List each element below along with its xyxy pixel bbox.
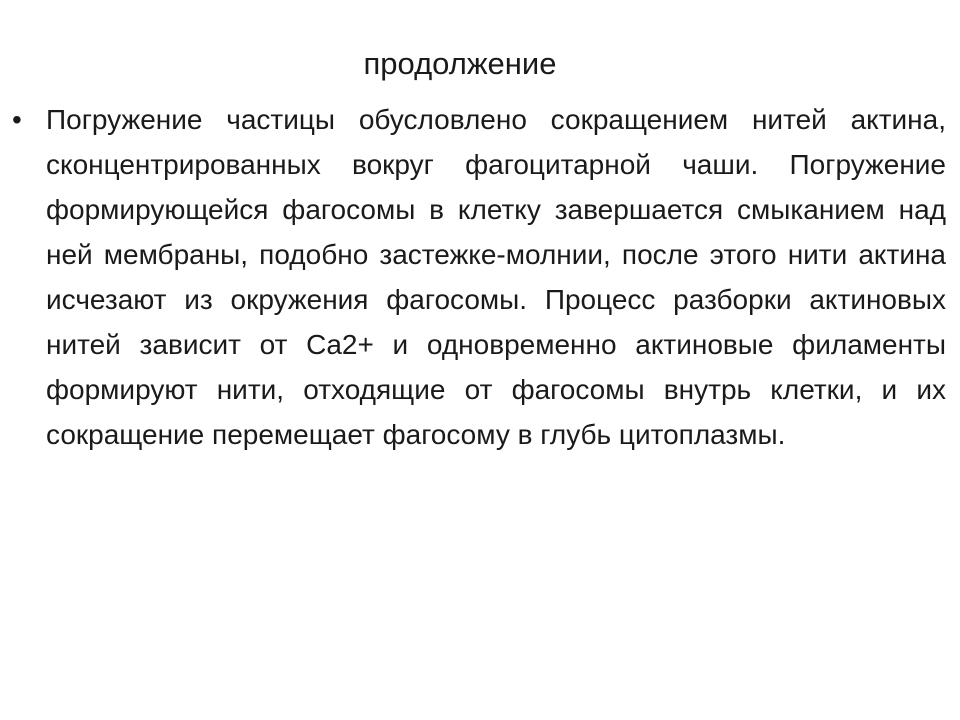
bullet-item — [8, 97, 948, 457]
slide-title: продолжение — [363, 46, 557, 81]
bullet-dot-icon: • — [12, 104, 22, 135]
bullet-text: Погружение частицы обусловлено сокращением нитей актина, сконцентрированных вокруг фагоцитарной чаши. Погружение формирующейся фагосомы в клетку завершается смыканием над ней мембраны, подобно застежке-молнии, после этого нити актина исчезают из окружения фагосомы. Процесс разборки актиновых нитей зависит от Ca2+ и одновременно актиновые филаменты формируют нити, отходящие от фагосомы внутрь клетки, и их сокращение перемещает фагосому в глубь цитоплазмы. — [46, 104, 946, 450]
bullet-list — [8, 97, 948, 457]
